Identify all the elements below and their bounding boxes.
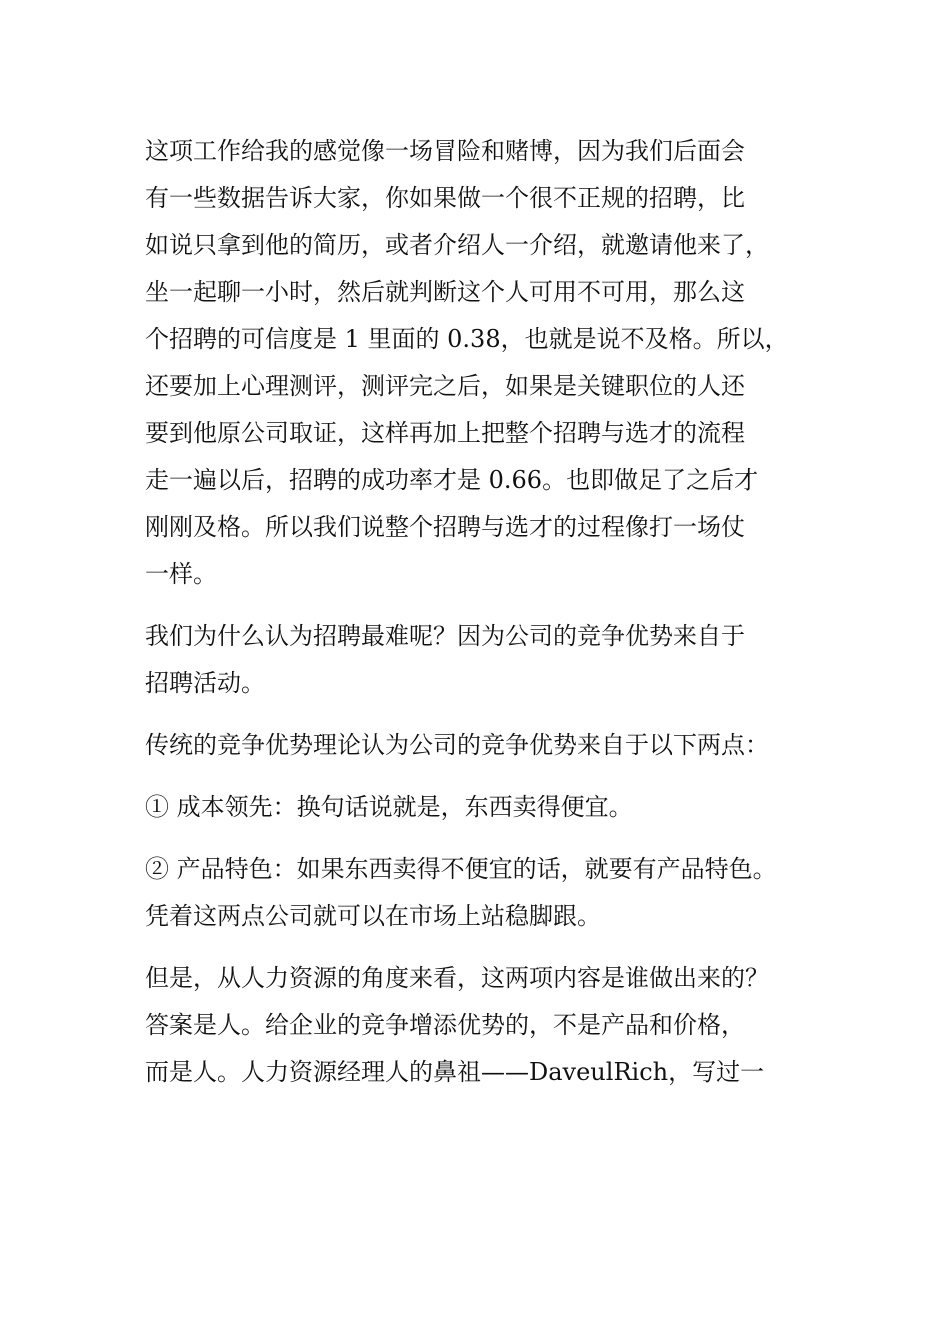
text-line: 我们为什么认为招聘最难呢？因为公司的竞争优势来自于 (145, 622, 745, 650)
text-line: 这项工作给我的感觉像一场冒险和赌博，因为我们后面会 (145, 137, 745, 165)
text-line: 坐一起聊一小时，然后就判断这个人可用不可用，那么这 (145, 278, 745, 306)
paragraph-gap (145, 769, 810, 784)
paragraph-gap (145, 940, 810, 955)
text-line: 但是，从人力资源的角度来看，这两项内容是谁做出来的？ (145, 964, 769, 992)
text-line: 还要加上心理测评，测评完之后，如果是关键职位的人还 (145, 372, 745, 400)
paragraph-hr-perspective (145, 955, 810, 1096)
text-line: 一样。 (145, 560, 217, 588)
text-line: 刚刚及格。所以我们说整个招聘与选才的过程像打一场仗 (145, 513, 745, 541)
paragraph-recruiting-risk (145, 128, 810, 598)
text-line: 传统的竞争优势理论认为公司的竞争优势来自于以下两点： (145, 731, 769, 759)
paragraph-why-hardest (145, 613, 810, 707)
text-line: 个招聘的可信度是 1 里面的 0.38，也就是说不及格。所以， (145, 325, 789, 353)
text-line: 而是人。人力资源经理人的鼻祖——DaveulRich，写过一 (145, 1058, 765, 1086)
text-line: 凭着这两点公司就可以在市场上站稳脚跟。 (145, 902, 601, 930)
document-body (145, 128, 810, 1096)
paragraph-product-differentiation (145, 846, 810, 940)
paragraph-gap (145, 831, 810, 846)
paragraph-gap (145, 707, 810, 722)
text-line: 如说只拿到他的简历，或者介绍人一介绍，就邀请他来了， (145, 231, 769, 259)
text-line: 走一遍以后，招聘的成功率才是 0.66。也即做足了之后才 (145, 466, 759, 494)
text-line: 答案是人。给企业的竞争增添优势的，不是产品和价格， (145, 1011, 745, 1039)
paragraph-cost-leadership (145, 784, 810, 831)
text-line: 招聘活动。 (145, 669, 265, 697)
text-line: 有一些数据告诉大家，你如果做一个很不正规的招聘，比 (145, 184, 745, 212)
text-line: ① 成本领先：换句话说就是，东西卖得便宜。 (145, 793, 633, 821)
paragraph-gap (145, 598, 810, 613)
paragraph-traditional-theory (145, 722, 810, 769)
text-line: 要到他原公司取证，这样再加上把整个招聘与选才的流程 (145, 419, 745, 447)
text-line: ② 产品特色：如果东西卖得不便宜的话，就要有产品特色。 (145, 855, 777, 883)
